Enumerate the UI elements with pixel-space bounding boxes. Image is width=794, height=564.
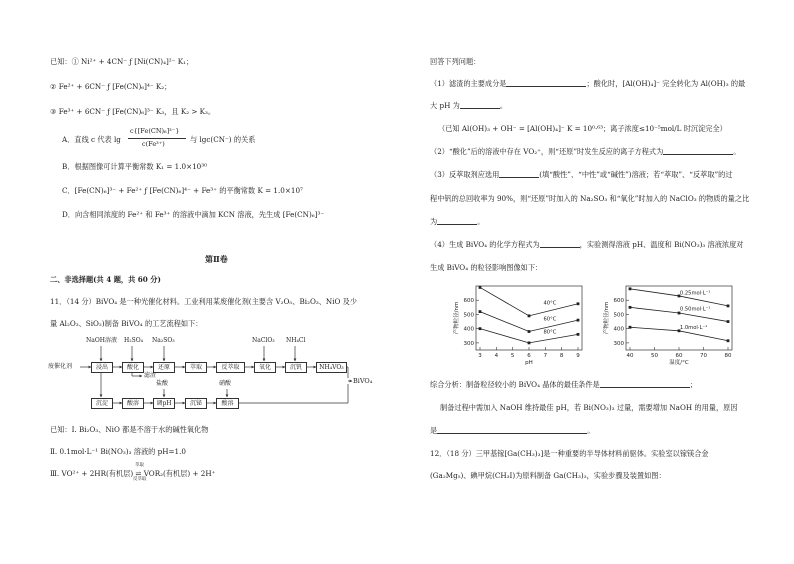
chart-0-series-1-point-1	[528, 330, 531, 333]
chart-0-series-0-line	[480, 287, 578, 315]
option-a-prefix: A．直线 c 代表 lg	[62, 135, 121, 144]
chart-0-xtick-label-5: 8	[559, 353, 564, 359]
reagent-hcl: 盐酸	[156, 380, 169, 387]
reagent-naoh: NaOH溶液	[86, 337, 117, 344]
q4-conclusion	[430, 381, 697, 388]
q3-line-2: 程中钒的总回收率为 90%，则“还原”时加入的 Na₂SO₃ 和“氧化”时加入的 NaClO₃ 的物质的量之比	[430, 194, 750, 203]
chart-1-ytick-label-0: 300	[613, 340, 624, 347]
known-line-2: ② Fe²⁺ + 6CN⁻ ƒ [Fe(CN)₆]⁴⁻ K₂；	[50, 82, 172, 91]
q1-text-c: 大 pH 为	[430, 101, 460, 110]
reagent-h2so4: H₂SO₄	[124, 337, 144, 344]
chart-0-xtick-label-6: 9	[576, 353, 580, 359]
chart-1-ytick-label-3: 600	[613, 298, 624, 305]
q3-line-3	[430, 218, 484, 225]
q11-line-1: 11．（14 分）BiVO₄ 是一种光催化材料。工业利用某废催化剂(主要含 V₂O₅、Bi₂O₃、NiO 及少	[50, 297, 358, 306]
known-ii: Ⅱ. 0.1mol·L⁻¹ Bi(NO₃)₃ 溶液的 pH=1.0	[50, 447, 186, 456]
arrow-bottom-label: 反萃取	[133, 477, 147, 482]
chart-0-xtick-label-1: 4	[494, 353, 499, 359]
q1-line-2	[430, 102, 507, 109]
step-acid-dissolve-1: 酸溶	[122, 398, 144, 409]
option-a-suffix: 与 lgc(CN⁻) 的关系	[190, 135, 256, 144]
q3-text-e: 。	[477, 217, 485, 226]
chart-0-series-1-point-0	[479, 310, 482, 313]
step-reduce: 还原	[153, 362, 175, 373]
option-c: C．[Fe(CN)₆]³⁻ + Fe²⁺ ƒ [Fe(CN)₆]⁴⁻ + Fe³⁺ 的平衡常数 K = 1.0×10⁷	[62, 186, 303, 195]
q4-line-1	[430, 241, 743, 248]
chart-0-xtick-label-3: 6	[527, 353, 531, 359]
q2-text-a: （2）“酸化”后的溶液中存在 VO₂⁺，则“还原”时发生反应的离子方程式为	[430, 147, 664, 156]
answer-blank-3[interactable]	[663, 154, 733, 155]
step-adjust-ph: 调pH	[153, 398, 175, 409]
answer-blank-7[interactable]	[600, 387, 690, 388]
chart-0-series-1-label: 60°C	[543, 316, 557, 323]
q4-text-d: ；	[689, 380, 697, 389]
chart-1-xlabel: 温度/°C	[669, 360, 689, 366]
q1-text-a: （1）滤渣的主要成分是	[430, 79, 507, 88]
reagent-naclo3: NaClO₃	[252, 337, 275, 344]
chart-0-series-2-label: 80°C	[543, 329, 557, 336]
answer-intro: 回答下列问题：	[430, 57, 481, 66]
chart-0-ytick-label-1: 400	[463, 326, 474, 333]
chart-0-xlabel: pH	[525, 360, 533, 366]
q1-note: （已知 Al(OH)₃ + OH⁻ = [Al(OH)₄]⁻ K = 10⁰·⁶³；离子浓度≤10⁻⁵mol/L 时沉淀完全）	[438, 124, 727, 133]
particle-size-charts	[440, 280, 760, 378]
chart-0-xtick-label-4: 7	[543, 353, 548, 359]
answer-blank-4[interactable]	[499, 177, 539, 178]
q1-line-1	[430, 80, 745, 87]
option-a-denominator: c(Fe³⁺)	[142, 140, 165, 148]
step-acidify: 酸化	[122, 362, 144, 373]
option-b: B．根据图像可计算平衡常数 K₁ = 1.0×10³⁰	[62, 162, 208, 171]
step-leach: 浸出	[91, 362, 113, 373]
chart-0-series-0-point-0	[479, 286, 482, 289]
chart-0-series-1-point-2	[577, 319, 580, 322]
fraction-bar	[128, 138, 186, 139]
known-line-1: 已知：① Ni²⁺ + 4CN⁻ ƒ [Ni(CN)₄]²⁻ K₁；	[50, 57, 194, 66]
step-precip-v: 沉钒	[285, 362, 307, 373]
q11-line-2: 量 Al₂O₃、SiO₂)制备 BiVO₄ 的工艺流程如下：	[50, 319, 203, 328]
q4-text-f: 。	[587, 426, 595, 435]
chart-0-series-0-point-2	[577, 302, 580, 305]
chart-1-series-2-point-2	[727, 339, 730, 342]
chart-1-xtick-label-3: 70	[700, 353, 707, 359]
step-acid-dissolve-2: 酸溶	[216, 398, 239, 409]
chart-1-series-2-point-0	[629, 326, 632, 329]
step-extract: 萃取	[185, 362, 207, 373]
q4-text-c: 综合分析：制备粒径较小的 BiVO₄ 晶体的最佳条件是	[430, 380, 600, 389]
chart-0-xtick-label-2: 5	[510, 353, 515, 359]
answer-blank-1[interactable]	[506, 86, 586, 87]
chart-1-series-0-point-2	[727, 305, 730, 308]
q4-text-e: 是	[430, 426, 438, 435]
chart-0-series-0-label: 40°C	[543, 300, 557, 307]
q3-text-b: (填“酸性”、“中性”或“碱性”)溶液；若“萃取”、“反萃取”的过	[539, 170, 733, 179]
option-a-numerator: c{[Fe(CN)₆]³⁻}	[130, 127, 180, 135]
chart-1-series-1-point-0	[629, 306, 632, 309]
filter-residue: 滤渣	[144, 372, 157, 379]
chart-0-series-2-point-2	[577, 333, 580, 336]
raw-material: 废催化剂	[48, 363, 73, 370]
q3-text-a: （3）反萃取剂应选用	[430, 170, 500, 179]
product-bivo4: BiVO₄	[353, 377, 373, 385]
chart-0-series-2-point-1	[528, 341, 531, 344]
chart-0-xtick-label-0: 3	[478, 353, 482, 359]
arrow-top-label: 萃取	[135, 463, 144, 468]
chart-1-series-0-label: 0.25mol·L⁻¹	[679, 290, 711, 297]
answer-blank-5[interactable]	[437, 224, 477, 225]
step-back-extract: 反萃取	[216, 362, 245, 373]
chart-1-series-0-point-0	[629, 287, 632, 290]
known-iii-equation: Ⅲ. VO²⁺ + 2HR(有机层) ⇌ VOR₂(有机层) + 2H⁺	[50, 469, 216, 478]
section-title: 第Ⅱ卷	[205, 254, 228, 264]
q1-text-b: ；酸化时，[Al(OH)₄]⁻ 完全转化为 Al(OH)₃ 的最	[586, 79, 746, 88]
chart-0-ylabel: 产物粒径/nm	[454, 301, 460, 335]
reagent-na2so3: Na₂SO₃	[152, 337, 175, 344]
step-precipitate: 沉淀	[91, 398, 113, 409]
q1-text-d: 。	[499, 101, 508, 110]
q3-text-d: 为	[430, 217, 438, 226]
option-d: D．向含相同浓度的 Fe²⁺ 和 Fe³⁺ 的溶液中滴加 KCN 溶液，先生成 [Fe(CN)₆]³⁻	[62, 210, 325, 219]
q2-line	[430, 148, 740, 155]
known-iii	[50, 463, 216, 482]
chart-0-series-2-point-0	[479, 327, 482, 330]
chart-1-series-1-point-2	[727, 320, 730, 323]
chart-1-series-1-label: 0.50mol·L⁻¹	[679, 306, 711, 313]
chart-1-xtick-label-1: 50	[651, 353, 658, 359]
chart-1-ytick-label-2: 500	[613, 312, 624, 319]
chart-0-ytick-label-0: 300	[463, 340, 474, 347]
answer-blank-8[interactable]	[437, 433, 587, 434]
known-i: 已知：Ⅰ. Bi₂O₃、NiO 都是不溶于水的碱性氧化物	[50, 425, 209, 434]
q3-line-1	[430, 171, 733, 178]
chart-1-xtick-label-4: 80	[724, 353, 732, 359]
q12-line-2: (Ga₂Mg₅)、碘甲烷(CH₃I)为原料制备 Ga(CH₃)₃，实验步骤及装置如图：	[430, 471, 666, 480]
chart-0-series-0-point-1	[528, 314, 531, 317]
known-line-3: ③ Fe³⁺ + 6CN⁻ ƒ [Fe(CN)₆]³⁻ K₃，且 K₂ > K₃。	[50, 107, 216, 116]
step-nh4vo3: NH₄VO₃	[316, 362, 347, 373]
chart-0-frame	[476, 286, 582, 350]
q4-line-2: 生成 BiVO₄ 的粒径影响图像如下：	[430, 263, 543, 272]
chart-1-xtick-label-2: 60	[675, 353, 683, 359]
chart-1-series-2-label: 1.0mol·L⁻¹	[679, 325, 708, 332]
q4-text-b: ，实验测得溶液 pH、温度和 Bi(NO₃)₃ 溶液浓度对	[579, 240, 744, 249]
q2-text-b: 。	[733, 147, 741, 156]
reagent-nh4cl: NH₄Cl	[286, 337, 306, 344]
answer-blank-2[interactable]	[460, 108, 500, 109]
chart-0-ytick-label-3: 600	[463, 298, 474, 305]
chart-1-ytick-label-1: 400	[613, 326, 624, 333]
chart-1-ylabel: 产物粒径/nm	[604, 301, 610, 335]
q4-text-a: （4）生成 BiVO₄ 的化学方程式为	[430, 240, 540, 249]
chart-0-ytick-label-2: 500	[463, 312, 474, 319]
q4-naoh-line: 制备过程中需加入 NaOH 维持最佳 pH，若 Bi(NO₃)₃ 过量，需要增加 NaOH 的用量，原因	[440, 403, 738, 412]
answer-blank-6[interactable]	[540, 247, 580, 248]
q4-naoh-line-2	[430, 427, 594, 434]
part-title: 二、非选择题(共 4 题，共 60 分)	[50, 275, 161, 284]
step-oxidize: 氧化	[254, 362, 276, 373]
process-flowchart	[48, 336, 373, 416]
chart-1-xtick-label-0: 40	[626, 353, 634, 359]
reagent-hno3: 硝酸	[219, 380, 232, 387]
step-precip-bi: 沉铋	[185, 398, 207, 409]
q12-line-1: 12．（18 分）三甲基镓[Ga(CH₃)₃]是一种重要的半导体材料前驱体。实验室以镓镁合金	[430, 449, 709, 458]
